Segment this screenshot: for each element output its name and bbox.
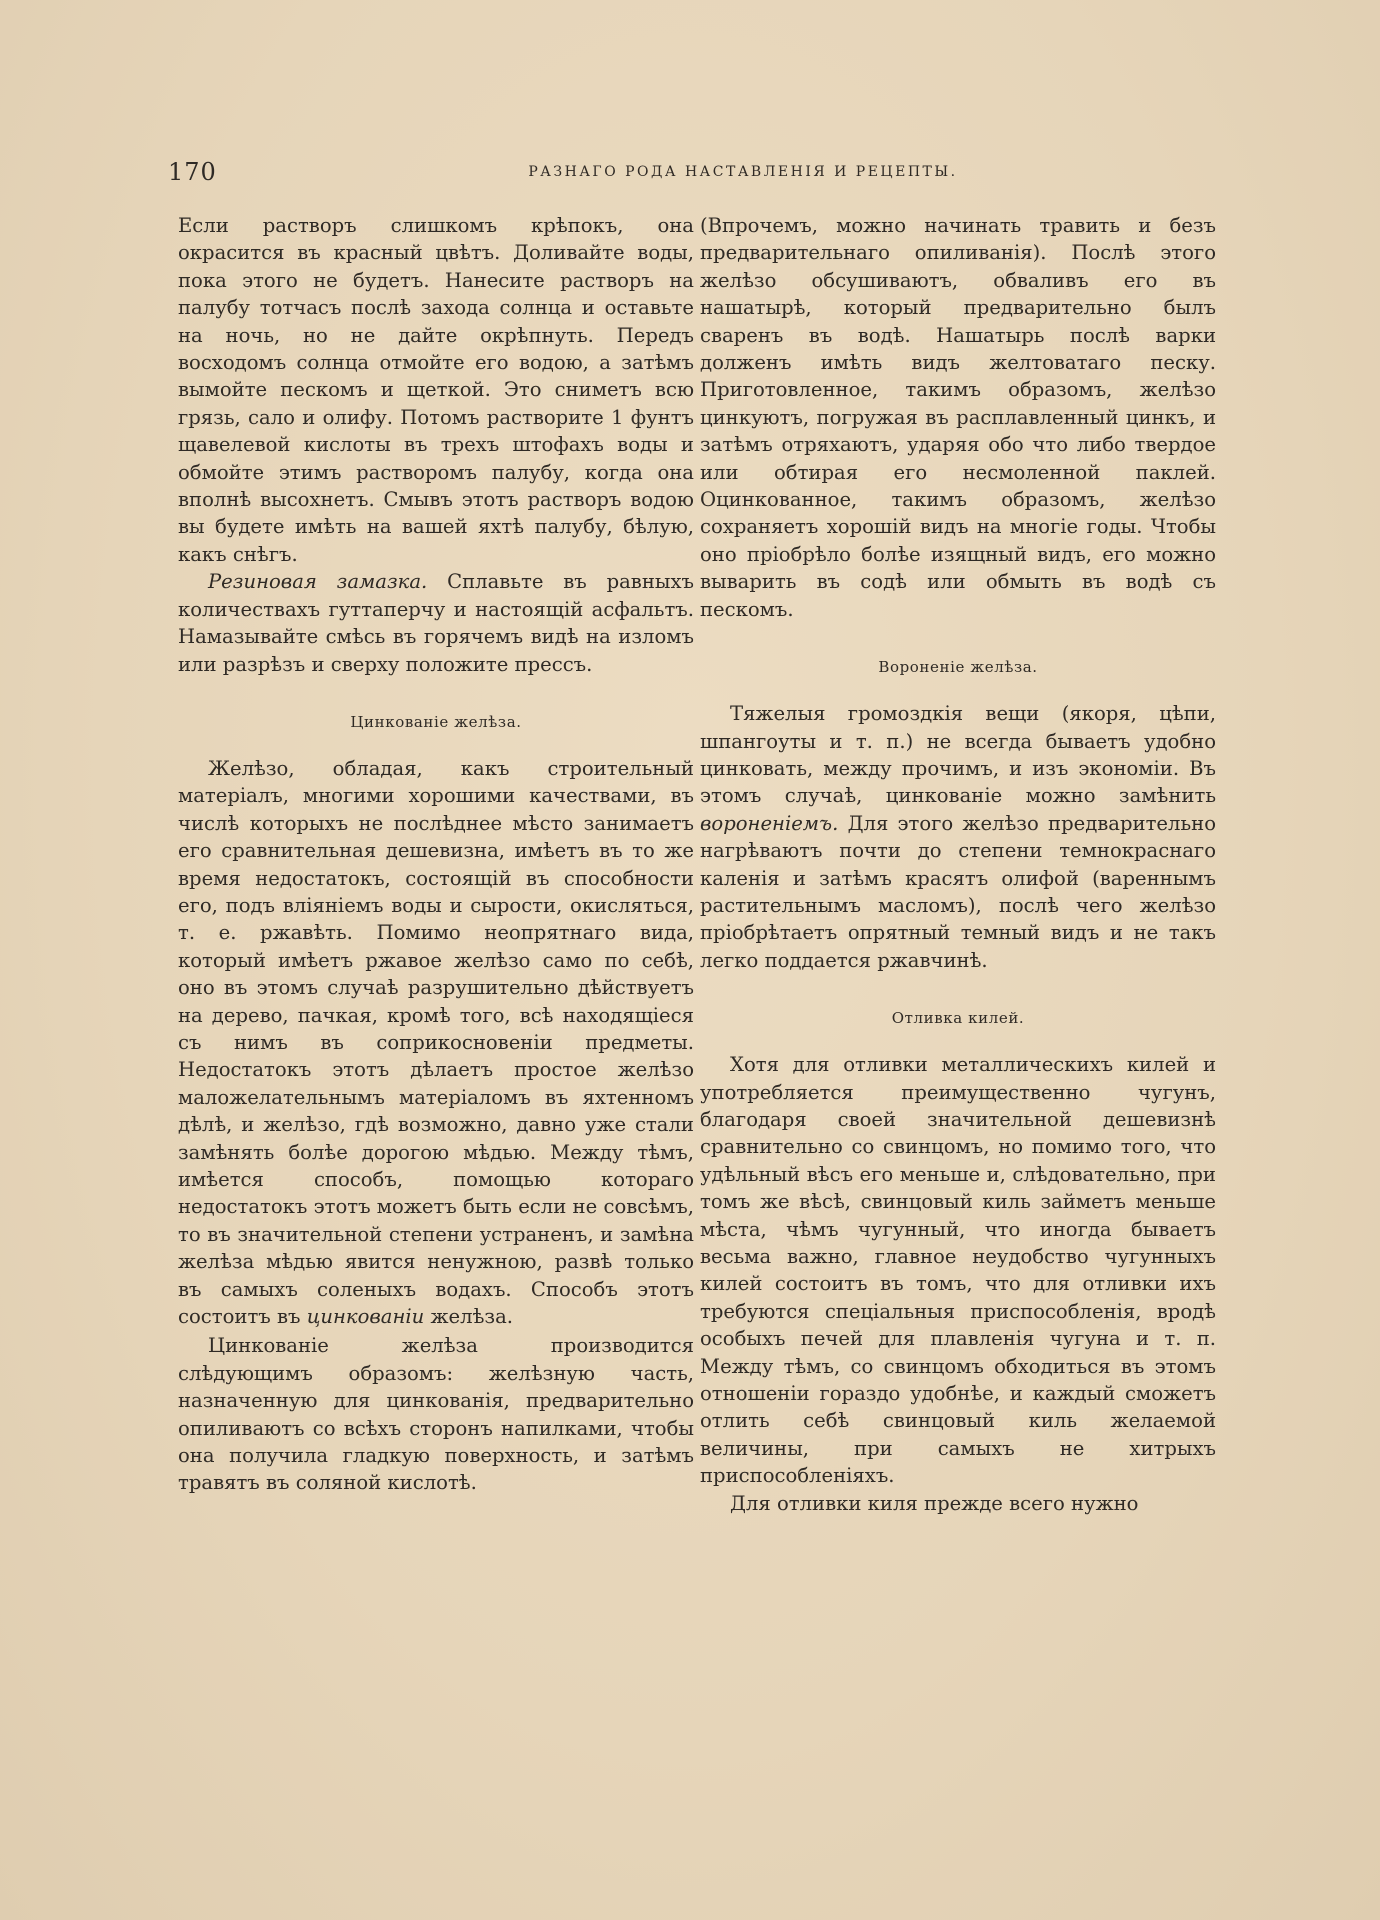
paragraph-text: Желѣзо, обладая, какъ строительный матерiалъ, многими хорошими качествами, въ числѣ которыхъ не послѣднее мѣсто занимаетъ его сравнительная дешевизна, имѣетъ въ то же время недостатокъ, состоящiй въ способности его, подъ влiянiемъ воды и сырости, окисляться, т. е. ржавѣть. Помимо неопрятнаго вида, который имѣетъ ржавое желѣзо само по себѣ, оно въ этомъ случаѣ разрушительно дѣйствуетъ на дерево, пачкая, кромѣ того, всѣ находящiеся съ нимъ въ соприкосновенiи предметы. Недостатокъ этотъ дѣлаетъ простое желѣзо маложелательнымъ матерiаломъ въ яхтенномъ дѣлѣ, и желѣзо, гдѣ возможно, давно уже стали замѣнять болѣе дорогою мѣдью. Между тѣмъ, имѣется способъ, помощью котораго недостатокъ этотъ можетъ быть если не совсѣмъ, то въ значительной степени устраненъ, и замѣна желѣза мѣдью явится ненужною, развѣ только въ самыхъ соленыхъ водахъ. Способъ этотъ состоитъ въ [178, 756, 694, 1329]
paragraph: Для отливки киля прежде всего нужно [730, 1491, 1139, 1515]
paragraph [700, 700, 1216, 974]
section-heading: Цинкованiе желѣза. [350, 712, 522, 731]
paragraph: Если растворъ слишкомъ крѣпокъ, она окрасится въ красный цвѣтъ. Доливайте воды, пока этого не будетъ. Нанесите растворъ на палубу тотчасъ послѣ захода солнца и оставьте на ночь, но не дайте окрѣпнуть. Передъ восходомъ солнца отмойте его водою, а затѣмъ вымойте пескомъ и щеткой. Это сниметъ всю грязь, сало и олифу. Потомъ растворите 1 фунтъ щавелевой кислоты въ трехъ штофахъ воды и обмойте этимъ растворомъ палубу, когда она вполнѣ высохнетъ. Смывъ этотъ растворъ водою вы будете имѣть на вашей яхтѣ палубу, бѣлую, какъ снѣгъ. [178, 214, 694, 566]
paragraph [178, 568, 694, 678]
right-column [700, 212, 1216, 1517]
italic-term: вороненiемъ. [700, 811, 839, 835]
paragraph-text: Сплавьте въ равныхъ количествахъ гуттаперчу и настоящiй асфальтъ. Намазывайте смѣсь въ горячемъ видѣ на изломъ или разрѣзъ и сверху положите прессъ. [178, 570, 695, 676]
paragraph: Цинкованiе желѣза производится слѣдующимъ образомъ: желѣзную часть, назначенную для цинкованiя, предварительно опиливаютъ со всѣхъ сторонъ напилками, чтобы она получила гладкую поверхность, и затѣмъ травятъ въ соляной кислотѣ. [178, 1334, 694, 1495]
paragraph: Хотя для отливки металлическихъ килей и употребляется преимущественно чугунъ, благодаря своей значительной дешевизнѣ сравнительно со свинцомъ, но помимо того, что удѣльный вѣсъ его меньше и, слѣдовательно, при томъ же вѣсѣ, свинцовый киль займетъ меньше мѣста, чѣмъ чугунный, что иногда бываетъ весьма важно, главное неудобство чугунныхъ килей состоитъ въ томъ, что для отливки ихъ требуются спецiальныя приспособленiя, вродѣ особыхъ печей для плавленiя чугуна и т. п. Между тѣмъ, со свинцомъ обходиться въ этомъ отношенiи гораздо удобнѣе, и каждый сможетъ отлить себѣ свинцовый киль желаемой величины, при самыхъ не хитрыхъ приспособленiяхъ. [700, 1053, 1216, 1488]
page-header [168, 158, 1228, 198]
paragraph-text: Тяжелыя громоздкiя вещи (якоря, цѣпи, шпангоуты и т. п.) не всегда бываетъ удобно цинковать, между прочимъ, и изъ экономiи. Въ этомъ случаѣ, цинкованiе можно замѣнить [700, 702, 1216, 808]
page-number: 170 [168, 158, 217, 186]
paragraph-text: Для этого желѣзо предварительно нагрѣваютъ почти до степени темнокраснаго каленiя и затѣмъ красятъ олифой (вареннымъ растительнымъ масломъ), послѣ чего желѣзо прiобрѣтаетъ опрятный темный видъ и не такъ легко поддается ржавчинѣ. [700, 811, 1216, 972]
paragraph-text: желѣза. [424, 1305, 513, 1329]
running-head: РАЗНАГО РОДА НАСТАВЛЕНIЯ И РЕЦЕПТЫ. [528, 164, 958, 180]
section-heading: Отливка килей. [891, 1009, 1025, 1028]
italic-term: цинкованiи [306, 1305, 425, 1329]
left-column [178, 212, 694, 1497]
italic-term: Резиновая замазка. [208, 570, 428, 594]
paragraph: (Впрочемъ, можно начинать травить и безъ предварительнаго опиливанiя). Послѣ этого желѣзо обсушиваютъ, обваливъ его въ нашатырѣ, который предварительно былъ сваренъ въ водѣ. Нашатырь послѣ варки долженъ имѣть видъ желтоватаго песку. Приготовленное, такимъ образомъ, желѣзо цинкуютъ, погружая въ расплавленный цинкъ, и затѣмъ отряхаютъ, ударяя обо что либо твердое или обтирая его несмоленной паклей. Оцинкованное, такимъ образомъ, желѣзо сохраняетъ хорошiй видъ на многiе годы. Чтобы оно прiобрѣло болѣе изящный видъ, его можно выварить въ содѣ или обмыть въ водѣ съ пескомъ. [700, 214, 1216, 621]
section-heading: Вороненiе желѣза. [878, 658, 1038, 677]
paragraph [178, 755, 694, 1331]
